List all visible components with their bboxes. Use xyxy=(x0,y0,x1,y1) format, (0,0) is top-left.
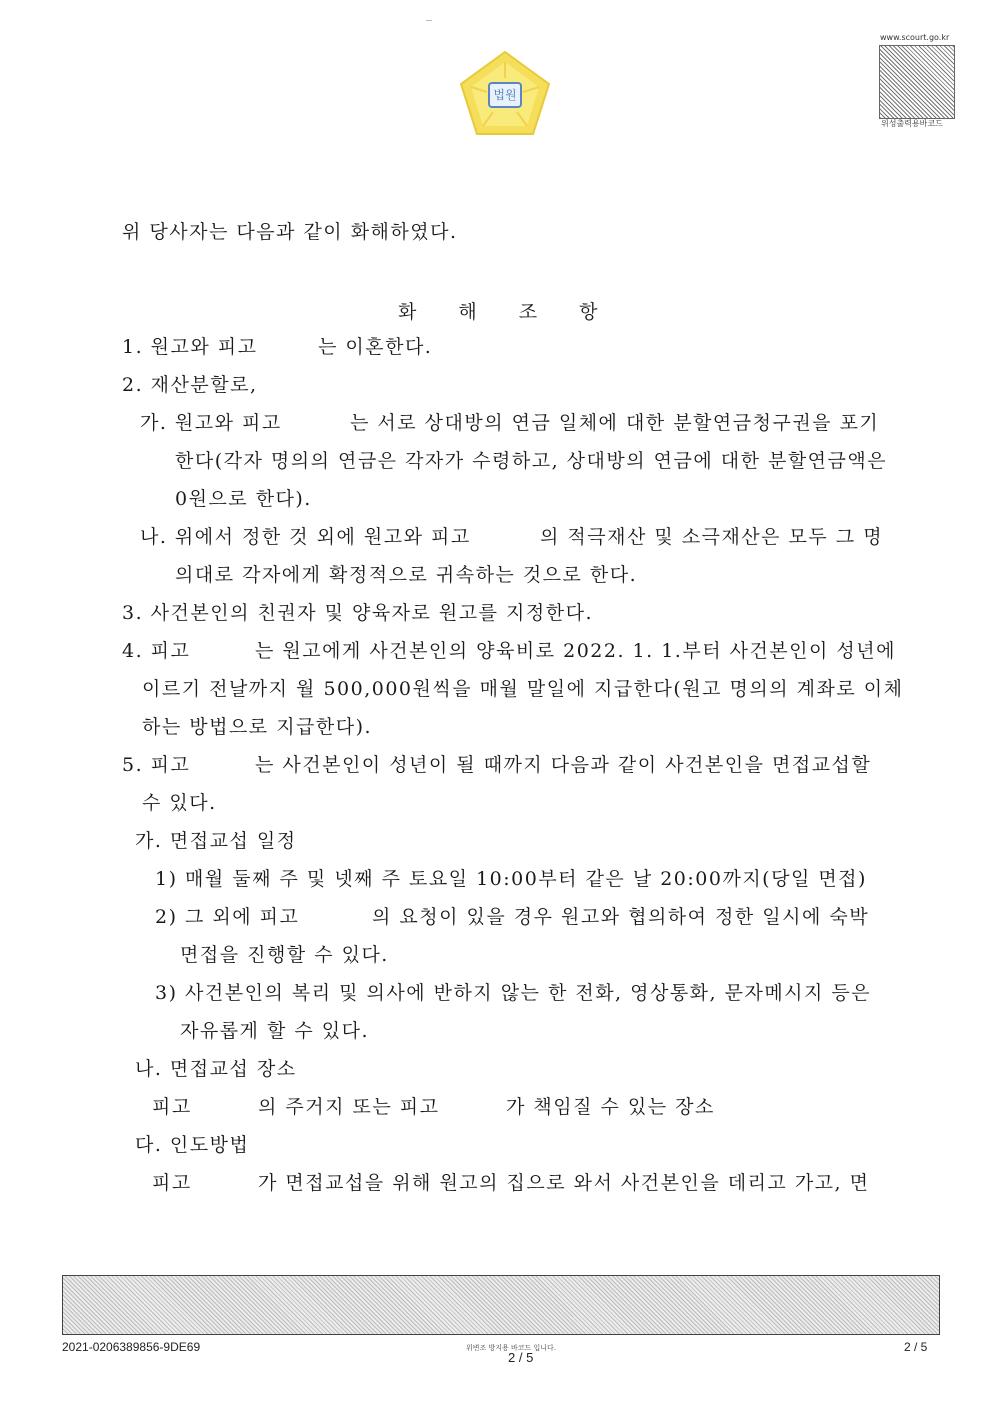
clause-5-na: 나. 면접교섭 장소 xyxy=(135,1058,297,1080)
center-page-number: 2 / 5 xyxy=(508,1350,534,1365)
clause-4-c: 이르기 전날까지 월 500,000원씩을 매월 말일에 지급한다(원고 명의의 계좌로 이체 xyxy=(142,678,904,700)
clause-2: 2. 재산분할로, xyxy=(122,374,258,396)
clause-1-a: 1. 원고와 피고 xyxy=(122,336,258,358)
clause-4-a: 4. 피고 xyxy=(122,640,191,662)
clause-5-na-a: 피고 xyxy=(152,1096,192,1118)
intro-text: 위 당사자는 다음과 같이 화해하였다. xyxy=(122,221,458,243)
clause-5-b: 는 사건본인이 성년이 될 때까지 다음과 같이 사건본인을 면접교섭할 xyxy=(255,754,872,776)
clause-3: 3. 사건본인의 친권자 및 양육자로 원고를 지정한다. xyxy=(122,602,593,624)
clause-5-da: 다. 인도방법 xyxy=(135,1134,250,1156)
clause-1-b: 는 이혼한다. xyxy=(318,336,433,358)
clause-5-da-b: 가 면접교섭을 위해 원고의 집으로 와서 사건본인을 데리고 가고, 면 xyxy=(258,1172,870,1194)
seal-label: 법원 xyxy=(493,88,517,102)
court-seal-icon xyxy=(455,48,555,140)
clause-2-ga-c: 한다(각자 명의의 연금은 각자가 수령하고, 상대방의 연금에 대한 분할연금액은 xyxy=(175,450,888,472)
document-id: 2021-0206389856-9DE69 xyxy=(62,1340,201,1354)
qr-caption: 위성출력용바코드 xyxy=(881,119,943,128)
clause-5-da-a: 피고 xyxy=(152,1172,192,1194)
barcode-note: 위변조 방지용 바코드 입니다. xyxy=(466,1344,557,1352)
clause-5-c: 수 있다. xyxy=(142,792,217,814)
clause-5-ga-3-a: 3) 사건본인의 복리 및 의사에 반하지 않는 한 전화, 영상통화, 문자메시지 등은 xyxy=(155,982,872,1004)
clause-2-na-a: 나. 위에서 정한 것 외에 원고와 피고 xyxy=(140,526,471,548)
top-mark xyxy=(426,20,432,21)
clause-2-ga-b: 는 서로 상대방의 연금 일체에 대한 분할연금청구권을 포기 xyxy=(350,412,880,434)
clause-5-ga: 가. 면접교섭 일정 xyxy=(135,830,297,852)
qr-code-icon xyxy=(879,45,955,119)
clause-5-a: 5. 피고 xyxy=(122,754,191,776)
clause-5-ga-2-a: 2) 그 외에 피고 xyxy=(155,906,300,928)
clause-5-na-b: 의 주거지 또는 피고 xyxy=(258,1096,440,1118)
page-number: 2 / 5 xyxy=(904,1340,928,1354)
clause-2-ga-a: 가. 원고와 피고 xyxy=(140,412,282,434)
clause-2-ga-d: 0원으로 한다). xyxy=(175,488,312,510)
clause-2-na-b: 의 적극재산 및 소극재산은 모두 그 명 xyxy=(540,526,884,548)
clause-5-ga-2-c: 면접을 진행할 수 있다. xyxy=(180,944,389,966)
section-title: 화 해 조 항 xyxy=(398,301,616,323)
clause-5-na-c: 가 책임질 수 있는 장소 xyxy=(506,1096,715,1118)
clause-5-ga-3-b: 자유롭게 할 수 있다. xyxy=(180,1020,369,1042)
anti-forgery-barcode xyxy=(62,1275,940,1335)
clause-2-na-c: 의대로 각자에게 확정적으로 귀속하는 것으로 한다. xyxy=(175,564,638,586)
clause-4-b: 는 원고에게 사건본인의 양육비로 2022. 1. 1.부터 사건본인이 성년에 xyxy=(255,640,896,662)
qr-url: www.scourt.go.kr xyxy=(880,33,950,42)
clause-5-ga-1: 1) 매월 둘째 주 및 넷째 주 토요일 10:00부터 같은 날 20:00까지(당일 면접) xyxy=(155,868,867,890)
clause-4-d: 하는 방법으로 지급한다). xyxy=(142,716,373,738)
clause-5-ga-2-b: 의 요청이 있을 경우 원고와 협의하여 정한 일시에 숙박 xyxy=(372,906,870,928)
